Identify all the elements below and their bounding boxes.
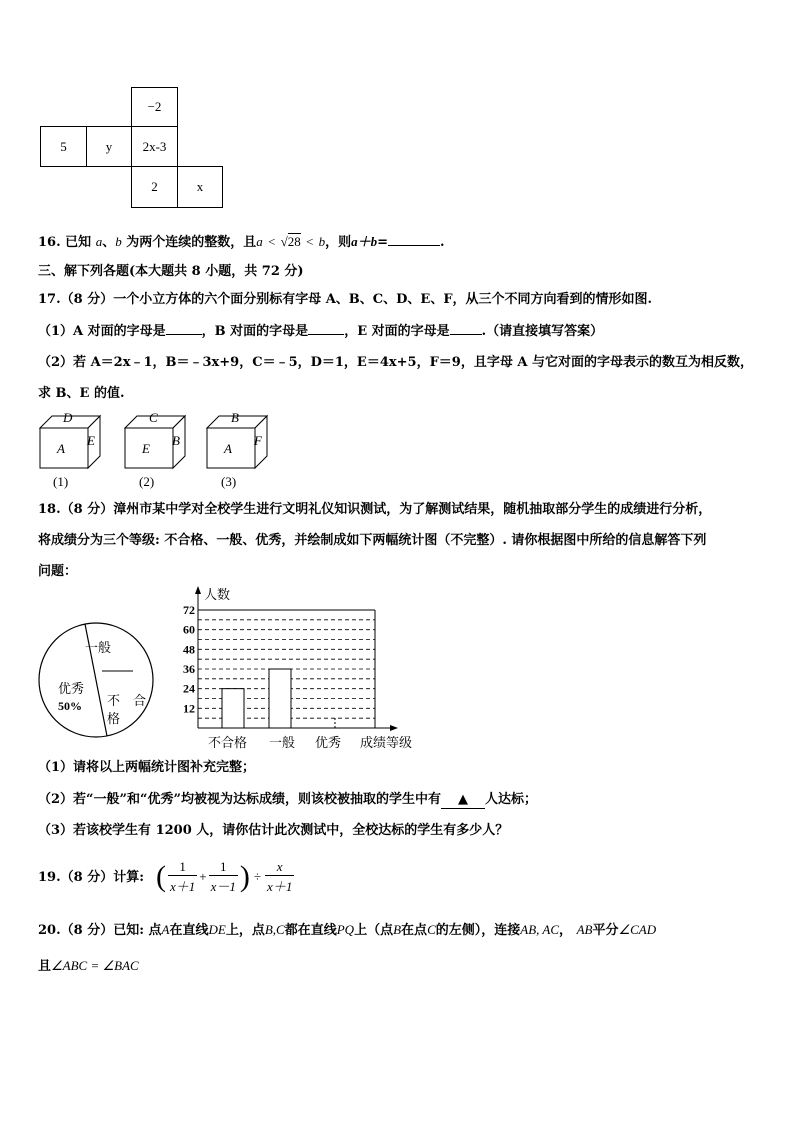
q16-var-a: a <box>95 234 103 249</box>
cube1-side: E <box>87 433 95 448</box>
q17-blank-e[interactable] <box>450 334 482 335</box>
f3-den: x＋1 <box>265 875 294 895</box>
q17-blank-b[interactable] <box>308 334 344 335</box>
net-cell-x: x <box>177 166 223 208</box>
f1-num: 1 <box>179 859 186 874</box>
cube2-top: C <box>149 410 158 425</box>
cube3-front: A <box>224 441 232 456</box>
x-cat-1: 一般 <box>269 736 296 751</box>
q18-answer-blank[interactable] <box>441 792 485 809</box>
q16-answer-blank[interactable] <box>388 245 440 246</box>
q20-point-c: C <box>427 922 436 937</box>
q20-text-i: 平分 <box>592 923 619 938</box>
q16-text-b: 为两个连续的整数，且 <box>126 235 257 250</box>
q17-part2-line2: 求 B、E 的值. <box>38 386 125 401</box>
pie-label-fail-b: 合 <box>133 694 147 709</box>
x-cat-0: 不合格 <box>208 736 248 751</box>
q16-sep: 、 <box>102 235 116 250</box>
right-paren: ) <box>239 860 250 893</box>
q16-text-a: 已知 <box>65 235 92 250</box>
pie-label-excellent: 优秀 <box>58 682 85 697</box>
y-tick-label-72: 72 <box>183 603 195 617</box>
cube2-caption: (2) <box>139 474 155 489</box>
q18-line3: 问题： <box>38 564 78 579</box>
q17-part1-b: ，B 对面的字母是 <box>201 324 309 339</box>
q20-line-pq: PQ <box>336 922 355 937</box>
q20-text-f: 在点 <box>401 923 428 938</box>
q20-text-b: 在直线 <box>169 923 209 938</box>
q20-text-e: 上（点 <box>354 923 394 938</box>
q18-line1: 18.（8 分）漳州市某中学对全校学生进行文明礼仪知识测试，为了解测试结果，随机抽取部分学生的成绩进行分析， <box>38 502 712 517</box>
q16-sqrt-val: 28 <box>287 234 301 249</box>
q20-angle-cad: ∠CAD <box>618 922 657 937</box>
q17-part1-a: （1）A 对面的字母是 <box>38 324 166 339</box>
cube2-front: E <box>142 441 150 456</box>
cube1-caption: (1) <box>53 474 69 489</box>
q17-blank-a[interactable] <box>166 334 202 335</box>
q20-text-a: 20.（8 分）已知: 点 <box>38 923 162 938</box>
cube1-top: D <box>63 410 73 425</box>
y-tick-label-24: 24 <box>183 681 195 696</box>
q17-part1 <box>38 324 603 340</box>
q17-part1-d: .（请直接填写答案） <box>481 324 604 339</box>
q20-line-de: DE <box>208 922 226 937</box>
q20-segments: AB, AC <box>520 922 560 937</box>
pie-label-fail-a: 不 <box>107 694 121 709</box>
net-cell-y: y <box>86 126 132 167</box>
cube2-side: B <box>172 433 180 448</box>
y-tick-label-48: 48 <box>183 642 195 657</box>
q18-part2-a: （2）若“一般”和“优秀”均被视为达标成绩，则该校被抽取的学生中有 <box>38 792 441 807</box>
q16-lt2: < <box>305 234 315 249</box>
bar-chart-ticks <box>183 603 195 715</box>
q16-lt1: < <box>267 234 277 249</box>
section-3-heading: 三、解下列各题(本大题共 8 小题，共 72 分) <box>38 264 304 279</box>
y-axis-arrow <box>195 586 201 594</box>
q16-var-b: b <box>115 234 122 249</box>
f2-num: 1 <box>220 859 227 874</box>
q20-point-a: A <box>161 922 170 937</box>
question-16 <box>38 234 445 251</box>
f1-den: x＋1 <box>168 875 197 895</box>
y-axis-label: 人数 <box>204 588 231 603</box>
q16-number: 16. <box>38 235 61 250</box>
q20-points-bc: B,C <box>264 922 285 937</box>
q20-text-c: 上，点 <box>225 923 265 938</box>
y-tick-label-12: 12 <box>183 701 195 716</box>
q20-segment-ab: AB <box>576 922 593 937</box>
net-cell-2x-3: 2x-3 <box>131 126 178 167</box>
q18-part3: （3）若该校学生有 1200 人，请你估计此次测试中，全校达标的学生有多少人？ <box>38 823 509 838</box>
q18-part2-b: 人达标； <box>484 792 537 807</box>
q16-end: . <box>440 235 445 250</box>
q20-text-g: 的左侧），连接 <box>435 923 521 938</box>
pie-label-excellent-pct: 50% <box>58 699 82 713</box>
pie-label-general: 一般 <box>85 641 112 656</box>
y-tick-label-36: 36 <box>183 662 195 676</box>
q17-title: 17.（8 分）一个小立方体的六个面分别标有字母 A、B、C、D、E、F，从三个不同方向看到的情形如图. <box>38 292 653 307</box>
q20-text-d: 都在直线 <box>284 923 337 938</box>
q18-part2 <box>38 792 537 809</box>
q20-text-h: ， <box>559 923 573 938</box>
net-cell-top: −2 <box>131 87 178 127</box>
q20-point-b: B <box>393 922 402 937</box>
q16-text-c: ，则 <box>325 235 352 250</box>
net-cell-2: 2 <box>131 166 178 208</box>
cube3-caption: (3) <box>221 474 237 489</box>
q16-eq: = <box>377 235 389 250</box>
cube1-front: A <box>57 441 65 456</box>
q16-ineq-a: a <box>256 234 263 249</box>
sqrt-symbol: √28 <box>280 234 301 249</box>
cube3-top: B <box>231 410 239 425</box>
f2-den: x－1 <box>209 875 238 895</box>
bar-0 <box>222 689 244 728</box>
q18-part1: （1）请将以上两幅统计图补充完整； <box>38 760 256 775</box>
x-axis-arrow <box>390 725 398 731</box>
fraction-2 <box>209 859 238 895</box>
q16-ineq-b: b <box>318 234 326 249</box>
divide-sign: ÷ <box>253 869 262 884</box>
q18-line2: 将成绩分为三个等级: 不合格、一般、优秀，并绘制成如下两幅统计图（不完整）. 请你根据图中所给的信息解答下列 <box>38 533 707 548</box>
bar-chart <box>170 580 430 755</box>
triangle-marker-icon: ▲ <box>457 792 468 807</box>
q16-sum: a＋b <box>351 234 378 249</box>
bar-1 <box>269 669 291 728</box>
pie-label-fail-c: 格 <box>107 712 121 727</box>
q19-prefix: 19.（8 分）计算: <box>38 870 144 885</box>
left-paren: ( <box>156 860 166 893</box>
fraction-3 <box>265 859 294 895</box>
plus-sign: + <box>199 869 207 884</box>
q20-line2 <box>38 958 139 975</box>
x-axis-label: 成绩等级 <box>360 736 413 751</box>
cube3-side: F <box>254 433 262 448</box>
fraction-1 <box>168 859 197 895</box>
f3-num: x <box>276 859 283 874</box>
x-cat-2: 优秀 <box>315 736 342 751</box>
q20-angle-eq: ∠ABC = ∠BAC <box>51 958 139 973</box>
q20-line1 <box>38 922 656 939</box>
q17-part2-line1: （2）若 A＝2x﹣1，B＝﹣3x+9，C＝﹣5，D＝1，E＝4x+5，F＝9，且字母 A 与它对面的字母表示的数互为相反数， <box>38 355 753 370</box>
q20-text-and: 且 <box>38 959 52 974</box>
q17-part1-c: ，E 对面的字母是 <box>344 324 450 339</box>
y-tick-label-60: 60 <box>183 622 195 637</box>
net-cell-5: 5 <box>40 126 87 167</box>
q19-expression <box>156 856 294 898</box>
